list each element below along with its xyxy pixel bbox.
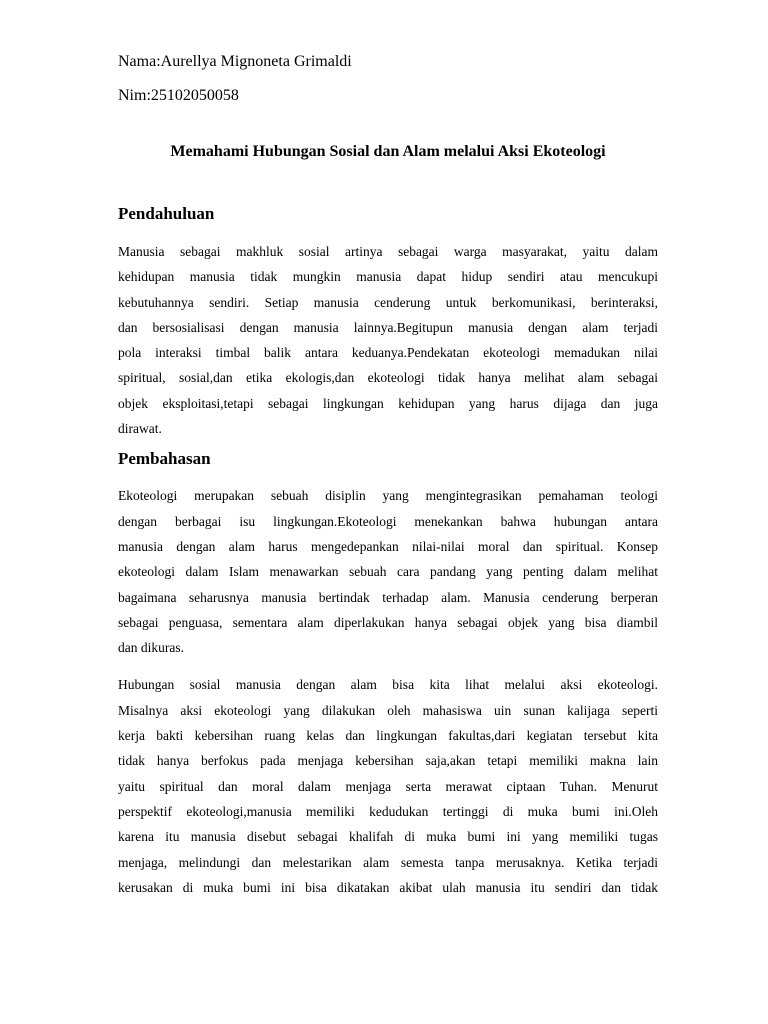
text-line: ekoteologi dalam Islam menawarkan sebuah cara pandang yang penting dalam melihat — [118, 564, 658, 580]
text-line: Ekoteologi merupakan sebuah disiplin yang mengintegrasikan pemahaman teologi — [118, 488, 658, 504]
text-line: dirawat. — [118, 421, 162, 437]
text-line: Hubungan sosial manusia dengan alam bisa kita lihat melalui aksi ekoteologi. — [118, 677, 658, 693]
paragraph-pembahasan-1 — [118, 483, 658, 660]
text-line: kehidupan manusia tidak mungkin manusia dapat hidup sendiri atau mencukupi — [118, 269, 658, 285]
text-line: dan bersosialisasi dengan manusia lainnya.Begitupun manusia dengan alam terjadi — [118, 319, 658, 335]
document-body — [118, 52, 658, 900]
text-line: perspektif ekoteologi,manusia memiliki kedudukan tertinggi di muka bumi ini.Oleh — [118, 803, 658, 819]
text-line: manusia dengan alam harus mengedepankan nilai-nilai moral dan spiritual. Konsep — [118, 538, 658, 554]
text-line: tidak hanya berfokus pada menjaga kebersihan saja,akan tetapi memiliki makna lain — [118, 753, 658, 769]
text-line: spiritual, sosial,dan etika ekologis,dan ekoteologi tidak hanya melihat alam sebagai — [118, 370, 658, 386]
text-line: pola interaksi timbal balik antara keduanya.Pendekatan ekoteologi memadukan nilai — [118, 345, 658, 361]
text-line: bagaimana seharusnya manusia bertindak terhadap alam. Manusia cenderung berperan — [118, 589, 658, 605]
section-heading-pendahuluan: Pendahuluan — [118, 204, 215, 223]
text-line: objek eksploitasi,tetapi sebagai lingkungan kehidupan yang harus dijaga dan juga — [118, 395, 658, 411]
section-heading-pembahasan: Pembahasan — [118, 449, 211, 469]
document-title: Memahami Hubungan Sosial dan Alam melalui Aksi Ekoteologi — [170, 143, 606, 160]
text-line: dan dikuras. — [118, 640, 184, 656]
paragraph-pendahuluan — [118, 239, 658, 441]
text-line: Misalnya aksi ekoteologi yang dilakukan oleh mahasiswa uin sunan kalijaga seperti — [118, 702, 658, 718]
text-line: Manusia sebagai makhluk sosial artinya sebagai warga masyarakat, yaitu dalam — [118, 244, 658, 259]
text-line: karena itu manusia disebut sebagai khalifah di muka bumi ini yang memiliki tugas — [118, 829, 658, 845]
text-line: menjaga, melindungi dan melestarikan alam semesta tanpa merusaknya. Ketika terjadi — [118, 854, 658, 870]
paragraph-pembahasan-2 — [118, 672, 658, 900]
student-id: Nim:25102050058 — [118, 87, 239, 104]
text-line: sebagai penguasa, sementara alam diperlakukan hanya sebagai objek yang bisa diambil — [118, 614, 658, 630]
student-name: Nama:Aurellya Mignoneta Grimaldi — [118, 53, 352, 70]
text-line: yaitu spiritual dan moral dalam menjaga serta merawat ciptaan Tuhan. Menurut — [118, 778, 658, 794]
text-line: kerja bakti kebersihan ruang kelas dan lingkungan fakultas,dari kegiatan tersebut kita — [118, 728, 658, 744]
text-line: dengan berbagai isu lingkungan.Ekoteologi menekankan bahwa hubungan antara — [118, 513, 658, 529]
text-line: kebutuhannya sendiri. Setiap manusia cenderung untuk berkomunikasi, berinteraksi, — [118, 294, 658, 310]
text-line: kerusakan di muka bumi ini bisa dikatakan akibat ulah manusia itu sendiri dan tidak — [118, 879, 658, 895]
